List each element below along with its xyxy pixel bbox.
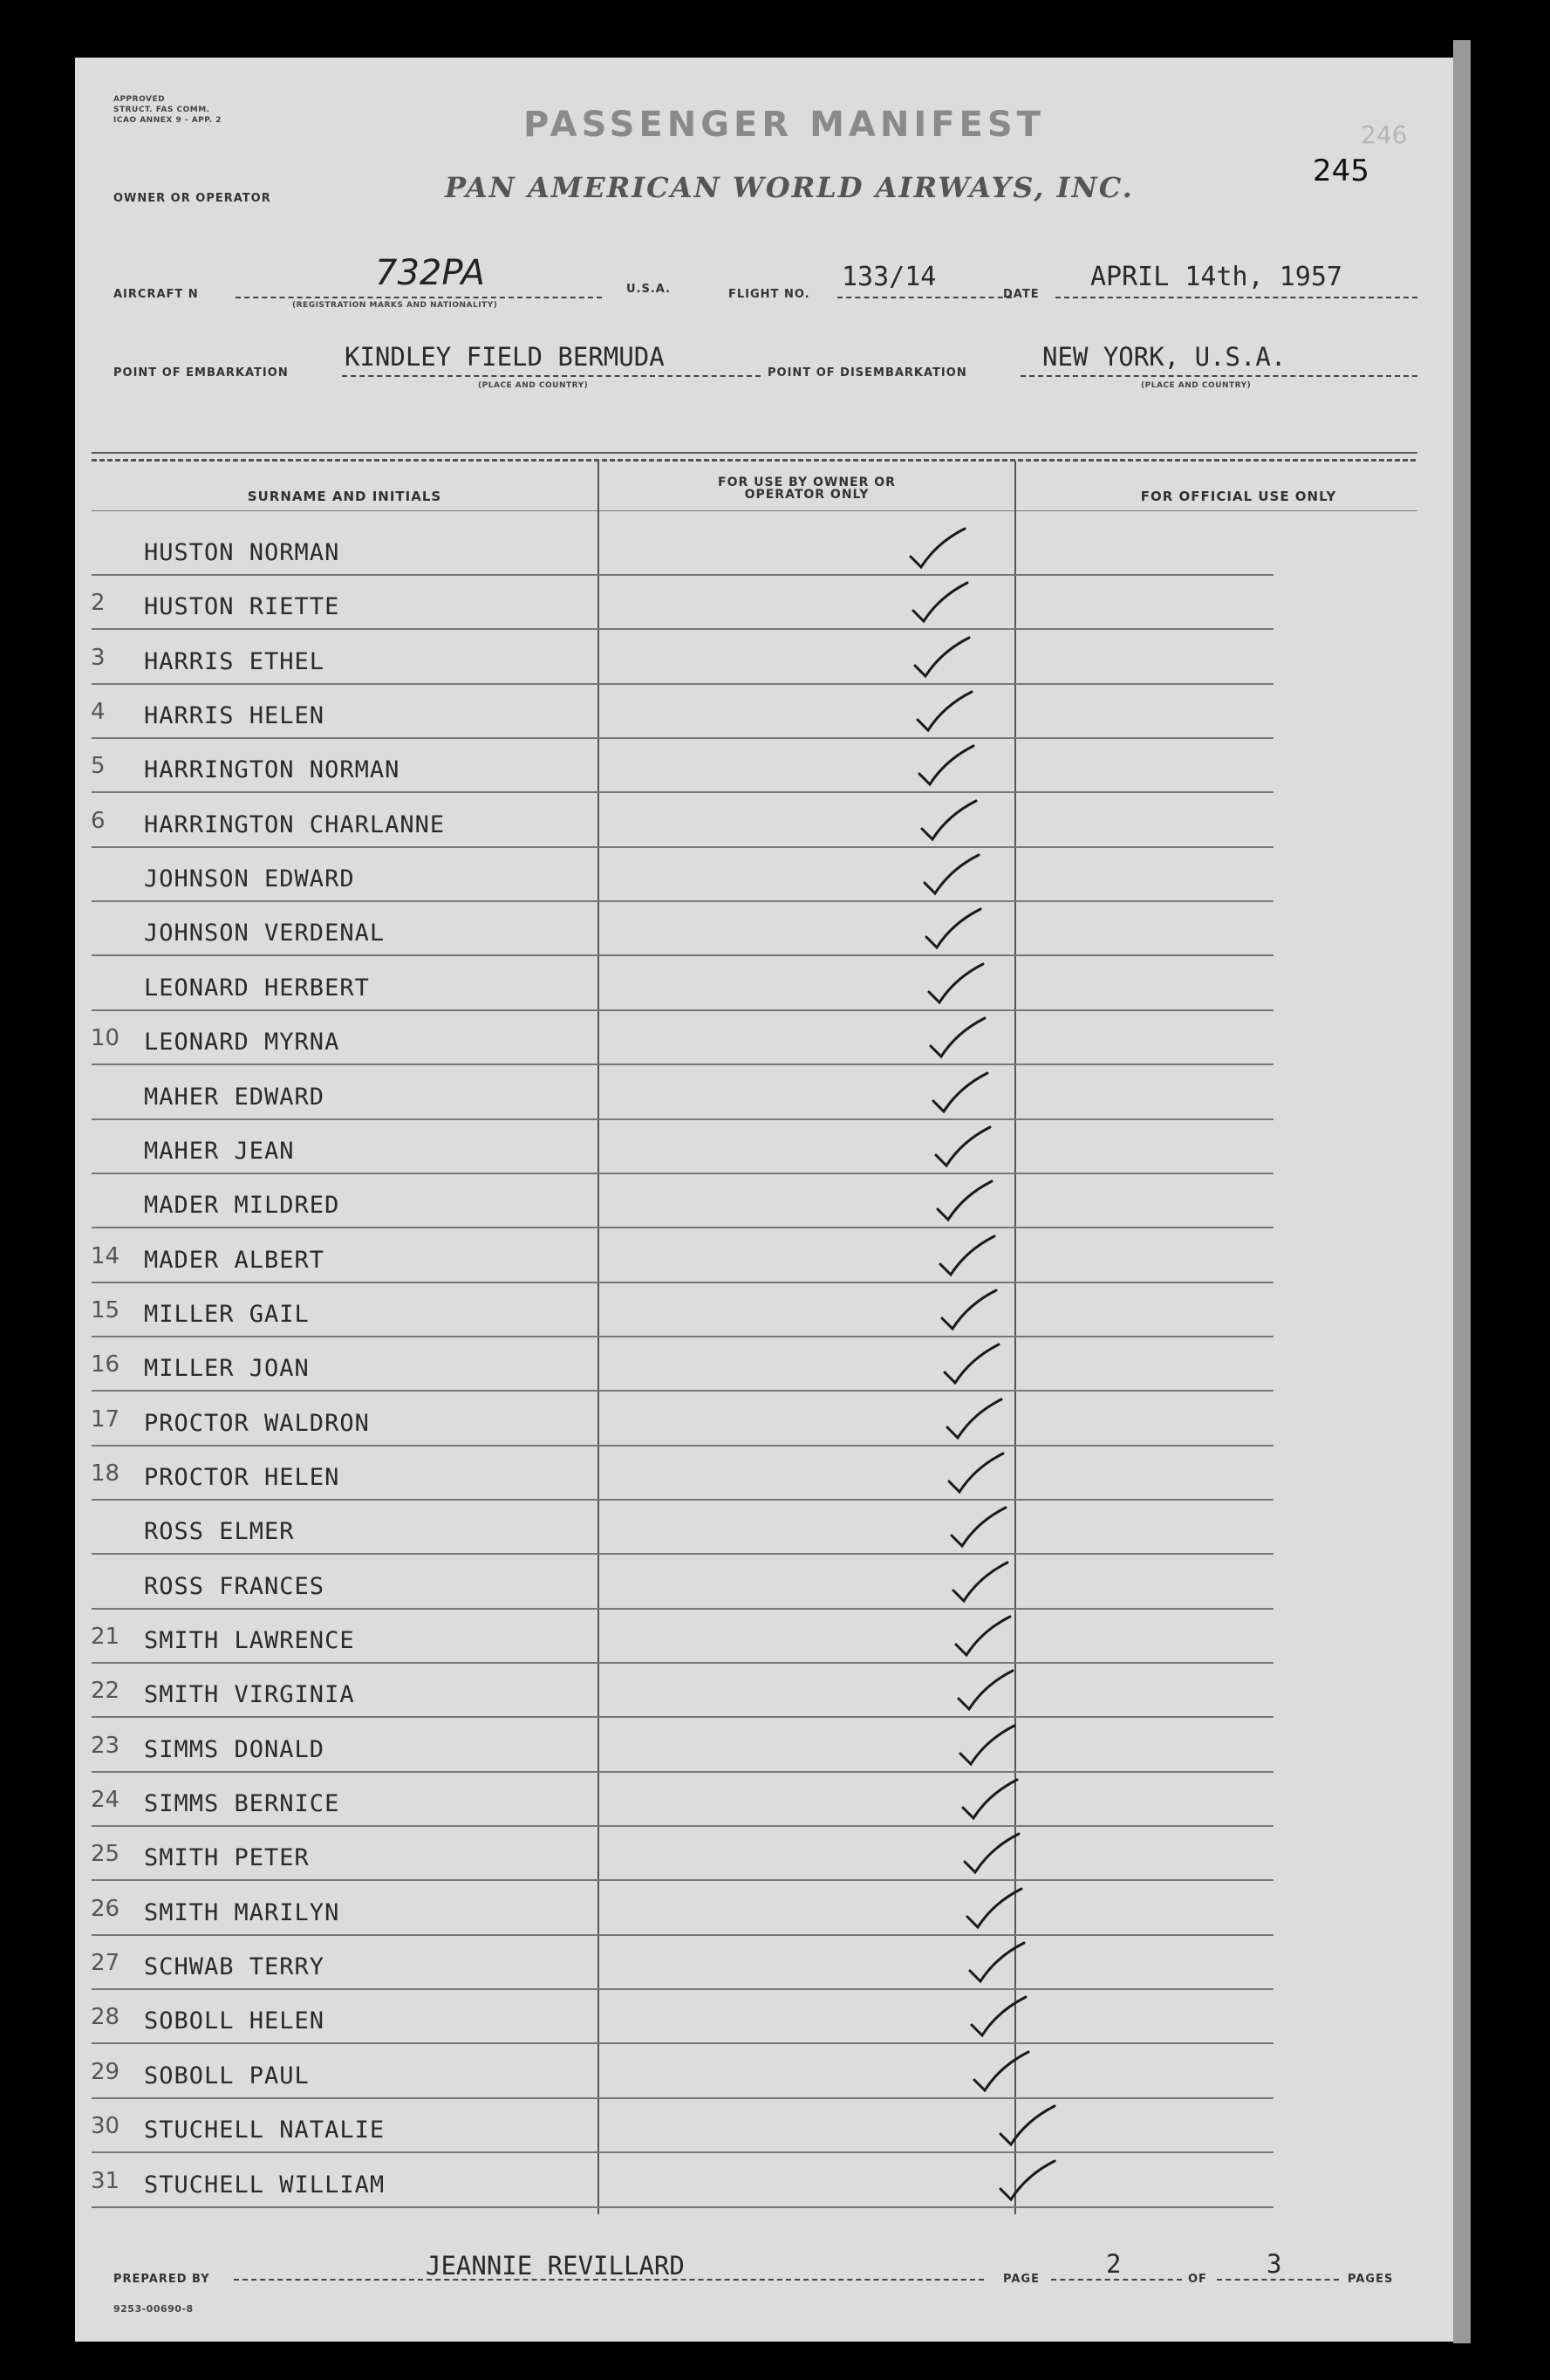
passenger-name: SCHWAB TERRY [144, 1953, 325, 1980]
row-rule [92, 1227, 1273, 1228]
row-number: 2 [91, 590, 106, 616]
check-mark-icon [957, 1720, 1027, 1773]
check-mark-icon [910, 578, 980, 630]
row-number: 30 [91, 2113, 120, 2139]
row-rule [92, 1282, 1273, 1283]
check-mark-icon [971, 2047, 1041, 2099]
page-label: PAGE [1003, 2273, 1040, 2286]
row-rule [92, 1988, 1273, 1990]
row-rule [92, 1716, 1273, 1718]
row-number: 17 [91, 1406, 120, 1433]
passenger-name: HARRIS ETHEL [144, 648, 325, 675]
row-number: 27 [91, 1950, 120, 1976]
row-rule [92, 1879, 1273, 1881]
row-number: 16 [91, 1351, 120, 1378]
row-number: 22 [91, 1678, 120, 1704]
check-mark-icon [955, 1665, 1025, 1718]
row-number: 3 [91, 645, 106, 671]
row-number: 5 [91, 753, 106, 779]
passenger-name: STUCHELL WILLIAM [144, 2171, 386, 2199]
passenger-name: SIMMS BERNICE [144, 1790, 340, 1817]
passenger-name: MAHER EDWARD [144, 1084, 325, 1111]
passenger-name: SOBOLL PAUL [144, 2062, 310, 2089]
passenger-name: HARRINGTON NORMAN [144, 756, 400, 783]
approval-line: APPROVED [113, 95, 166, 104]
passenger-name: HARRINGTON CHARLANNE [144, 811, 446, 838]
row-rule [92, 628, 1273, 630]
check-mark-icon [930, 1068, 1000, 1120]
page-title: PASSENGER MANIFEST [523, 105, 1045, 145]
passenger-name: HARRIS HELEN [144, 702, 325, 729]
check-mark-icon [907, 523, 977, 576]
row-rule [92, 1662, 1273, 1664]
date-field-line [1055, 297, 1417, 298]
form-number: 9253-00690-8 [113, 2303, 194, 2315]
aircraft-country: U.S.A. [626, 283, 672, 296]
check-mark-icon [997, 2101, 1067, 2153]
flight-field-line [837, 297, 1012, 298]
row-number: 10 [91, 1025, 120, 1051]
official-column-header: FOR OFFICIAL USE ONLY [1140, 489, 1337, 504]
row-rule [92, 1173, 1273, 1174]
check-mark-icon [912, 633, 981, 685]
check-mark-icon [941, 1339, 1011, 1392]
approval-block [113, 94, 222, 126]
embarkation-field-line [342, 375, 761, 377]
check-mark-icon [923, 904, 993, 956]
prepared-by: JEANNIE REVILLARD [426, 2251, 685, 2281]
row-rule [92, 1445, 1273, 1446]
row-rule [92, 1553, 1273, 1555]
passenger-name: JOHNSON VERDENAL [144, 920, 386, 947]
row-rule [92, 2097, 1273, 2099]
page-field-line [1051, 2279, 1182, 2281]
passenger-name: LEONARD HERBERT [144, 975, 370, 1002]
passenger-name: ROSS ELMER [144, 1518, 295, 1545]
row-number: 23 [91, 1733, 120, 1759]
passenger-name: HUSTON RIETTE [144, 593, 340, 620]
row-rule [92, 1934, 1273, 1936]
passenger-name: SMITH MARILYN [144, 1899, 340, 1926]
check-mark-icon [961, 1829, 1031, 1881]
row-rule [92, 1390, 1273, 1392]
flight-date: APRIL 14th, 1957 [1090, 262, 1342, 292]
check-mark-icon [916, 741, 986, 793]
owner-label: OWNER OR OPERATOR [113, 192, 271, 205]
check-mark-icon [948, 1502, 1018, 1555]
table-top-rule-dotted [92, 459, 1417, 462]
row-rule [92, 1825, 1273, 1827]
passenger-name: STUCHELL NATALIE [144, 2117, 386, 2144]
check-mark-icon [925, 959, 995, 1011]
owner-column-header: FOR USE BY OWNER OR OPERATOR ONLY [718, 475, 896, 502]
check-mark-icon [944, 1394, 1014, 1446]
row-number: 25 [91, 1841, 120, 1867]
check-mark-icon [939, 1285, 1008, 1337]
check-mark-icon [927, 1013, 997, 1065]
surname-column-header: SURNAME AND INITIALS [247, 489, 442, 504]
passenger-name: MILLER GAIL [144, 1301, 310, 1328]
row-number: 24 [91, 1787, 120, 1813]
table-top-rule [92, 452, 1417, 454]
check-mark-icon [937, 1231, 1007, 1283]
check-mark-icon [950, 1557, 1020, 1610]
check-mark-icon [968, 1992, 1038, 2044]
embarkation-label: POINT OF EMBARKATION [113, 366, 289, 380]
check-mark-icon [946, 1448, 1015, 1501]
passenger-name: PROCTOR WALDRON [144, 1410, 370, 1437]
row-rule [92, 1063, 1273, 1065]
row-rule [92, 1608, 1273, 1610]
row-number: 31 [91, 2168, 120, 2194]
row-rule [92, 1009, 1273, 1011]
disembarkation-label: POINT OF DISEMBARKATION [768, 366, 967, 380]
row-rule [92, 1771, 1273, 1773]
passenger-name: SMITH PETER [144, 1844, 310, 1871]
row-rule [92, 900, 1273, 902]
passenger-name: MILLER JOAN [144, 1355, 310, 1382]
page-number: 2 [1106, 2249, 1122, 2279]
aircraft-number: 732PA [375, 253, 485, 293]
approval-line: ICAO ANNEX 9 - APP. 2 [113, 116, 222, 125]
passenger-name: MADER MILDRED [144, 1192, 340, 1219]
disembarkation-caption: (PLACE AND COUNTRY) [1141, 381, 1252, 390]
row-rule [92, 2042, 1273, 2044]
passenger-name: MADER ALBERT [144, 1247, 325, 1274]
check-mark-icon [921, 850, 991, 902]
aircraft-field-line [236, 297, 602, 298]
passenger-name: PROCTOR HELEN [144, 1464, 340, 1491]
disembarkation-field-line [1021, 375, 1417, 377]
check-mark-icon [959, 1775, 1029, 1827]
faint-stamp: 246 [1361, 120, 1408, 149]
row-rule [92, 1336, 1273, 1337]
row-number: 29 [91, 2059, 120, 2085]
registration-caption: (REGISTRATION MARKS AND NATIONALITY) [292, 301, 498, 310]
check-mark-icon [997, 2156, 1067, 2208]
row-number: 4 [91, 699, 106, 725]
passenger-name: SMITH LAWRENCE [144, 1627, 355, 1654]
aircraft-label: AIRCRAFT N [113, 288, 199, 301]
row-number: 28 [91, 2004, 120, 2030]
passenger-name: ROSS FRANCES [144, 1573, 325, 1600]
passenger-name: SIMMS DONALD [144, 1736, 325, 1763]
check-mark-icon [953, 1611, 1022, 1664]
passenger-name: JOHNSON EDWARD [144, 865, 355, 892]
pages-label: PAGES [1348, 2273, 1394, 2286]
row-rule [92, 683, 1273, 685]
check-mark-icon [932, 1122, 1002, 1174]
check-mark-icon [934, 1176, 1004, 1228]
row-rule [92, 1118, 1273, 1120]
row-rule [92, 954, 1273, 956]
row-rule [92, 2151, 1273, 2153]
passenger-name: MAHER JEAN [144, 1138, 295, 1165]
prepared-label: PREPARED BY [113, 2273, 210, 2286]
total-pages-field-line [1217, 2279, 1339, 2281]
embarkation-caption: (PLACE AND COUNTRY) [478, 381, 589, 390]
passenger-name: SMITH VIRGINIA [144, 1681, 355, 1708]
column-divider-1 [597, 461, 599, 2214]
row-number: 26 [91, 1896, 120, 1922]
passenger-name: SOBOLL HELEN [144, 2007, 325, 2035]
check-mark-icon [964, 1884, 1034, 1936]
page-stamp: 245 [1313, 154, 1369, 188]
passenger-name: LEONARD MYRNA [144, 1029, 340, 1056]
row-rule [92, 574, 1273, 576]
flight-label: FLIGHT NO. [728, 288, 810, 301]
sheet-edge [1453, 40, 1471, 2343]
company-name: PAN AMERICAN WORLD AIRWAYS, INC. [445, 171, 1134, 204]
row-rule [92, 846, 1273, 848]
row-rule [92, 791, 1273, 793]
row-rule [92, 2206, 1273, 2208]
total-pages: 3 [1267, 2249, 1282, 2279]
check-mark-icon [966, 1938, 1036, 1990]
of-label: OF [1188, 2273, 1207, 2286]
row-number: 6 [91, 808, 106, 834]
row-number: 14 [91, 1243, 120, 1269]
table-header-rule [92, 510, 1417, 511]
row-number: 18 [91, 1460, 120, 1487]
passenger-name: HUSTON NORMAN [144, 539, 340, 566]
check-mark-icon [918, 796, 988, 848]
flight-number: 133/14 [842, 262, 937, 292]
check-mark-icon [914, 687, 984, 739]
embarkation-point: KINDLEY FIELD BERMUDA [345, 342, 665, 372]
row-rule [92, 1499, 1273, 1501]
approval-line: STRUCT. FAS COMM. [113, 106, 210, 114]
row-rule [92, 737, 1273, 739]
date-label: DATE [1003, 288, 1040, 301]
row-number: 21 [91, 1624, 120, 1650]
disembarkation-point: NEW YORK, U.S.A. [1042, 342, 1287, 372]
row-number: 15 [91, 1297, 120, 1323]
